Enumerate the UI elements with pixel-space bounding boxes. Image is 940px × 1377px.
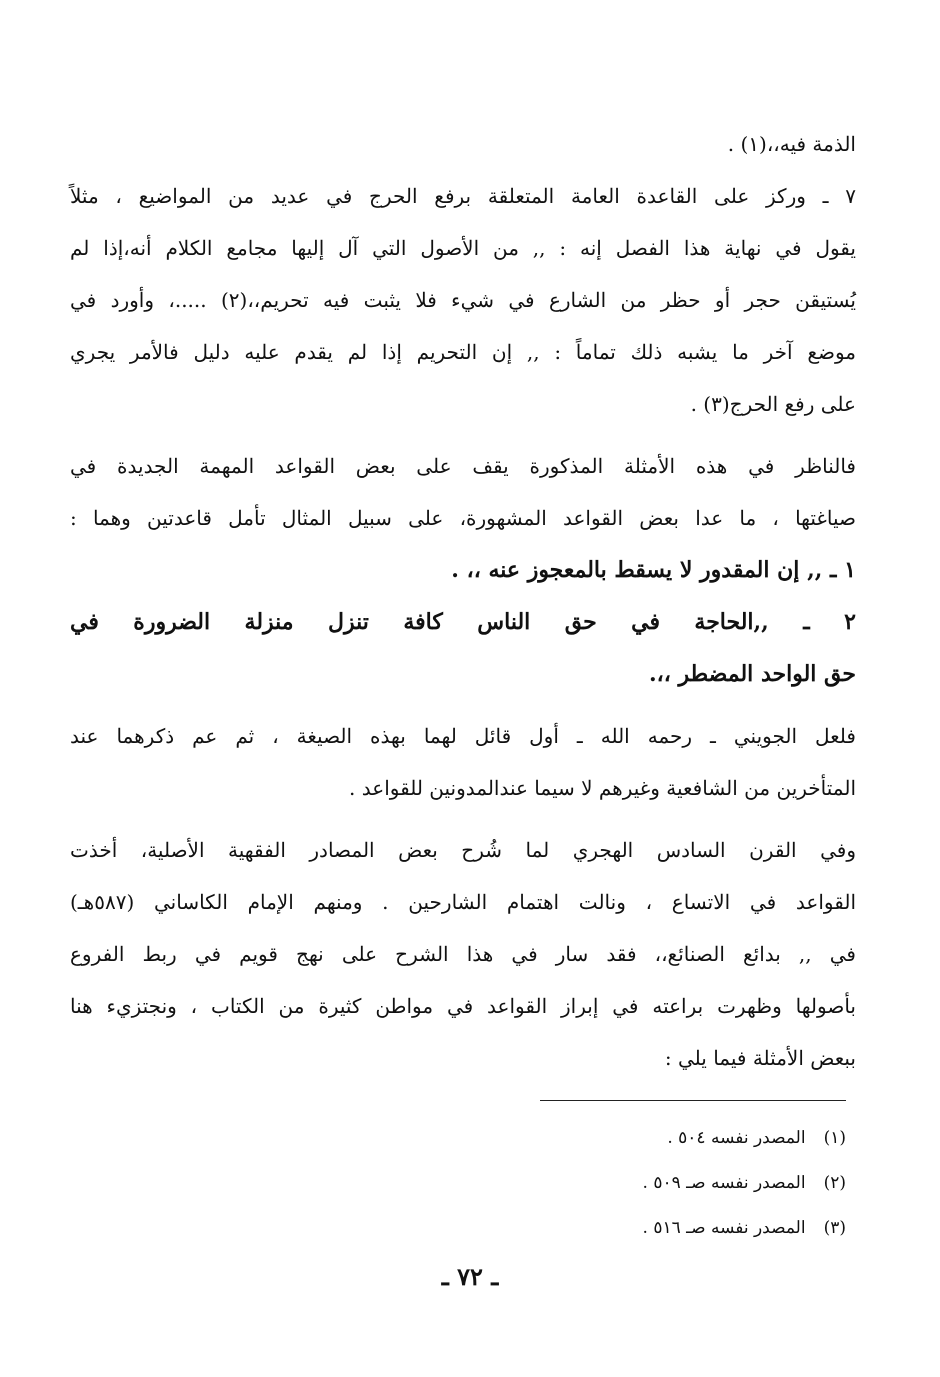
footnote-item xyxy=(446,1115,846,1160)
text-line xyxy=(70,222,856,274)
text-line xyxy=(70,118,856,170)
footnote-number: (١) xyxy=(823,1127,846,1148)
text-line-content: موضع آخر ما يشبه ذلك تماماً : ,, إن التحريم إذا لم يقدم عليه دليل فالأمر يجري xyxy=(70,340,856,364)
text-line-content: وفي القرن السادس الهجري لما شُرح بعض المصادر الفقهية الأصلية، أخذت xyxy=(70,838,856,862)
text-line-content: في ,, بدائع الصنائع،، فقد سار في هذا الشرح على نهج قويم في ربط الفروع xyxy=(70,942,856,966)
text-line-content: القواعد في الاتساع ، ونالت اهتمام الشارحين . ومنهم الإمام الكاساني (٥٨٧هـ) xyxy=(70,890,856,914)
text-line-content: ٢ ـ ,,الحاجة في حق الناس كافة تنزل منزلة الضرورة في xyxy=(70,609,856,635)
text-line-content: حق الواحد المضطر ،،. xyxy=(648,661,856,687)
footnote-item xyxy=(446,1205,846,1250)
text-line xyxy=(70,440,856,492)
text-line-content: يقول في نهاية هذا الفصل إنه : ,, من الأصول التي آل إليها مجامع الكلام أنه،إذا لم xyxy=(70,236,856,260)
text-line xyxy=(70,170,856,222)
text-line-content: بأصولها وظهرت براعته في إبراز القواعد في مواطن كثيرة من الكتاب ، ونجتزيء هنا xyxy=(70,994,856,1018)
footnote-text: المصدر نفسه صـ ٥١٦ . xyxy=(642,1217,806,1238)
text-line xyxy=(70,824,856,876)
footnote-text: المصدر نفسه صـ ٥٠٩ . xyxy=(642,1172,806,1193)
text-line-content: ١ ـ ,, إن المقدور لا يسقط بالمعجوز عنه ،، . xyxy=(451,557,856,583)
text-line-content: فلعل الجويني ـ رحمه الله ـ أول قائل لهما بهذه الصيغة ، ثم عم ذكرهما عند xyxy=(70,724,856,748)
text-line-content: ببعض الأمثلة فيما يلي : xyxy=(664,1046,856,1070)
text-line xyxy=(70,326,856,378)
text-line-content: المتأخرين من الشافعية وغيرهم لا سيما عندالمدونين للقواعد . xyxy=(349,776,856,800)
text-line xyxy=(70,1032,856,1084)
footnote-number: (٢) xyxy=(823,1172,846,1193)
text-line-content: على رفع الحرج(٣) . xyxy=(690,392,856,416)
text-line xyxy=(70,710,856,762)
footnote-item xyxy=(446,1160,846,1205)
text-line xyxy=(70,274,856,326)
text-line xyxy=(70,544,856,596)
page-number: ـ ٧٢ ـ xyxy=(441,1262,499,1291)
text-line xyxy=(70,648,856,700)
main-text xyxy=(70,118,856,1084)
footnotes xyxy=(446,1115,846,1250)
text-line xyxy=(70,378,856,430)
footnote-number: (٣) xyxy=(823,1217,846,1238)
text-line-content: صياغتها ، ما عدا بعض القواعد المشهورة، على سبيل المثال تأمل قاعدتين وهما : xyxy=(70,506,856,530)
text-line xyxy=(70,980,856,1032)
text-line xyxy=(70,876,856,928)
text-line-content: فالناظر في هذه الأمثلة المذكورة يقف على بعض القواعد المهمة الجديدة في xyxy=(70,454,856,478)
text-line-content: ٧ ـ وركز على القاعدة العامة المتعلقة برفع الحرج في عديد من المواضيع ، مثلاً xyxy=(70,184,856,208)
footnote-text: المصدر نفسه ٥٠٤ . xyxy=(667,1127,806,1148)
footnote-divider xyxy=(540,1100,846,1101)
text-line xyxy=(70,596,856,648)
text-line-content: يُستيقن حجر أو حظر من الشارع في شيء فلا يثبت فيه تحريم،،(٢) .....، وأورد في xyxy=(70,288,856,312)
text-line-content: الذمة فيه،،(١) . xyxy=(727,132,856,156)
text-line xyxy=(70,762,856,814)
text-line xyxy=(70,928,856,980)
text-line xyxy=(70,492,856,544)
